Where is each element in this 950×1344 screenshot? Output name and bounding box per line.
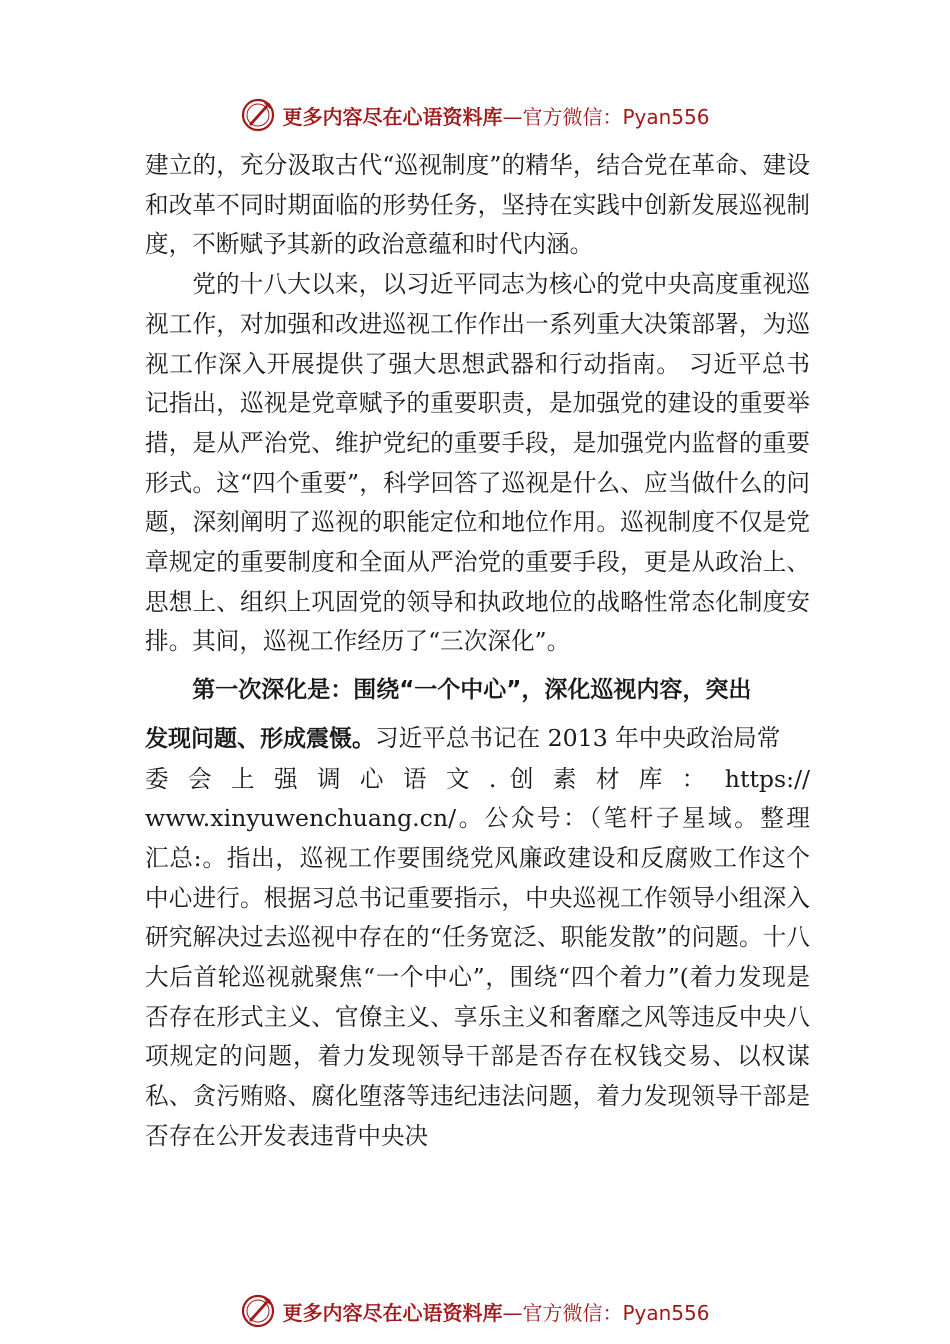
paragraph-3-line-2: 委 会 上 强 调 心 语 文 . 创 素 材 库 ： https://: [145, 764, 810, 793]
paragraph-3-line-1: [145, 719, 810, 760]
document-body: [145, 146, 810, 1157]
quill-seal-icon: [240, 97, 276, 133]
watermark-main-text: 更多内容尽在心语资料库: [282, 104, 503, 129]
section-heading-continued: 发现问题、形成震慑。: [145, 725, 375, 752]
watermark-sub-text: —官方微信：Pyan556: [502, 104, 710, 129]
paragraph-1: 建立的，充分汲取古代“巡视制度”的精华，结合党在革命、建设和改革不同时期面临的形势任务，坚持在实践中创新发展巡视制度，不断赋予其新的政治意蕴和时代内涵。: [145, 151, 810, 259]
quill-seal-icon: [240, 1293, 276, 1329]
paragraph-3-line-3: www.xinyuwenchuang.cn/。公众号：（笔杆子星域。整理: [145, 804, 810, 833]
paragraph-2: 党的十八大以来，以习近平同志为核心的党中央高度重视巡视工作，对加强和改进巡视工作作出一系列重大决策部署，为巡视工作深入开展提供了强大思想武器和行动指南。 习近平总书记指出，巡视是党章赋予的重要职责，是加强党的建设的重要举措，是从严治党、维护党纪的重要手段，是加强党内监督的重要形式。这“四个重要”，科学回答了巡视是什么、应当做什么的问题，深刻阐明了巡视的职能定位和地位作用。巡视制度不仅是党章规定的重要制度和全面从严治党的重要手段，更是从政治上、思想上、组织上巩固党的领导和执政地位的战略性常态化制度安排。其间，巡视工作经历了“三次深化”。: [145, 270, 810, 656]
paragraph-3-text-start: 习近平总书记在 2013 年中央政治局常: [375, 723, 781, 752]
paragraph-3-rest: 汇总:。指出，巡视工作要围绕党风廉政建设和反腐败工作这个中心进行。根据习总书记重要指示，中央巡视工作领导小组深入研究解决过去巡视中存在的“任务宽泛、职能发散”的问题。十八大后首轮巡视就聚焦“一个中心”，围绕“四个着力”(着力发现是否存在形式主义、官僚主义、享乐主义和奢靡之风等违反中央八项规定的问题，着力发现领导干部是否存在权钱交易、以权谋私、贪污贿赂、腐化堕落等违纪违法问题，着力发现领导干部是否存在公开发表违背中央决: [145, 843, 810, 1150]
watermark-main-text: 更多内容尽在心语资料库: [282, 1300, 503, 1325]
header-watermark: [0, 95, 950, 135]
section-heading: 第一次深化是：围绕“一个中心”，深化巡视内容，突出: [192, 677, 752, 704]
watermark-sub-text: —官方微信：Pyan556: [502, 1300, 710, 1325]
footer-watermark: [0, 1291, 950, 1331]
paragraph-3-heading: [145, 670, 810, 711]
